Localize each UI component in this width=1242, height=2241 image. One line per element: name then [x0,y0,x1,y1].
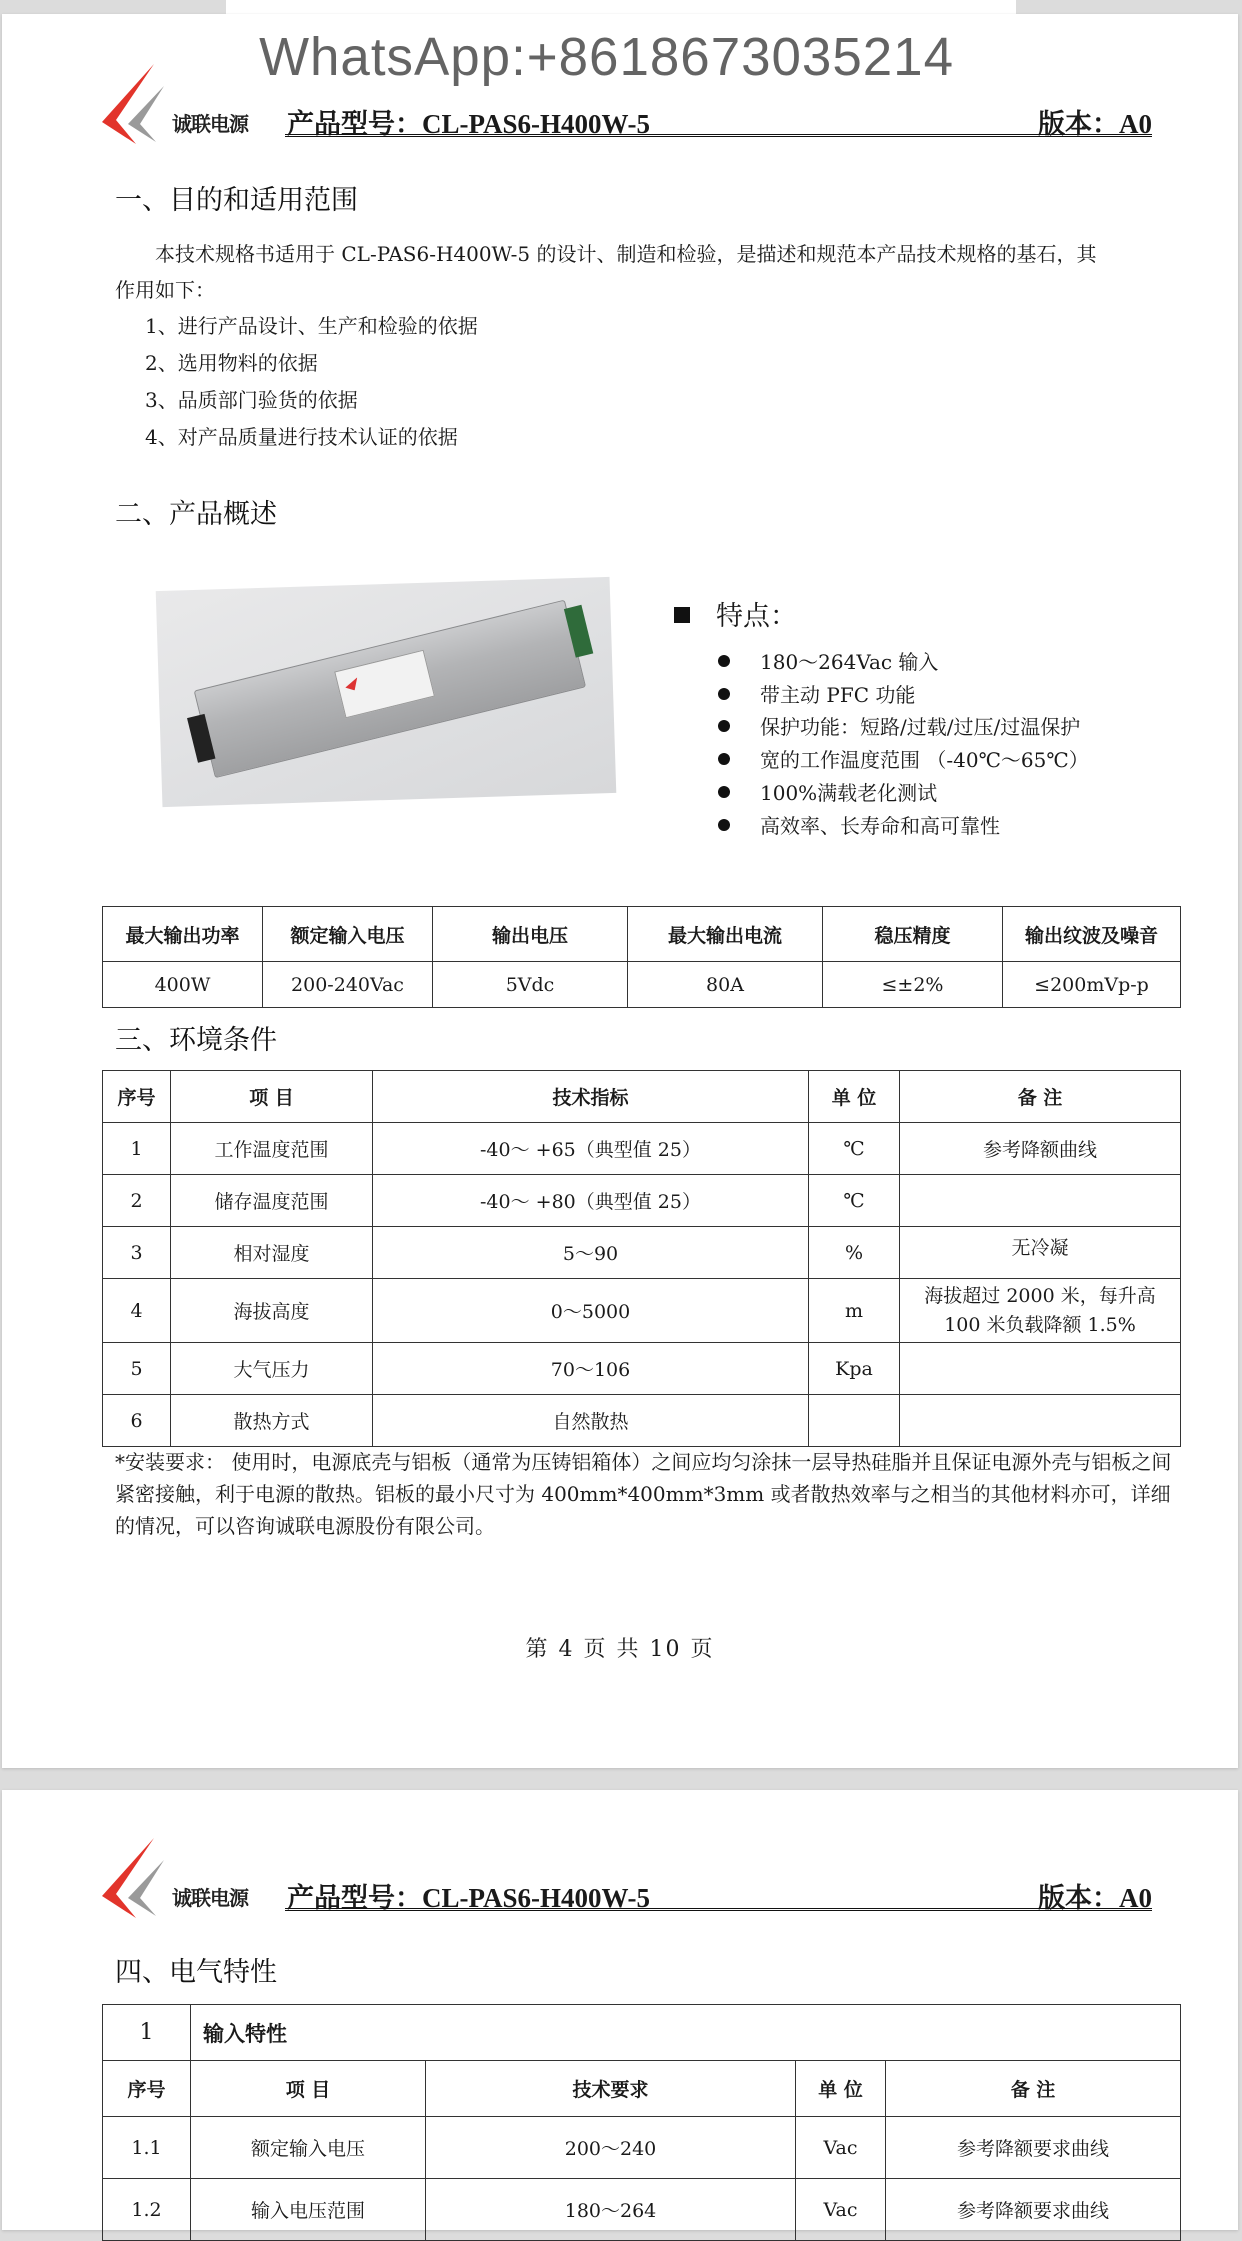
environment-table [102,1070,1181,1447]
power-supply-image [194,600,586,779]
cell-no: 1 [103,1123,171,1175]
table-header-row [103,2061,1181,2117]
cell-remark [900,1395,1181,1447]
cell-spec: -40～ +65（典型值 25） [373,1123,809,1175]
cell-item: 海拔高度 [171,1279,373,1343]
features-title-text: 特点： [716,601,797,632]
intro-paragraph [115,236,1170,272]
table-row [103,962,1181,1008]
cell-unit [809,1395,900,1447]
cell-unit: Vac [796,2179,886,2241]
cell-remark: 参考降额要求曲线 [886,2179,1181,2241]
cell-item: 散热方式 [171,1395,373,1447]
cell-spec: 200～240 [426,2117,796,2179]
table-header: 单 位 [809,1071,900,1123]
table-row [103,1123,1181,1175]
feature-item: 180～264Vac 输入 [718,646,1089,679]
summary-spec-table [102,906,1181,1008]
features-title [674,594,797,633]
cell-remark: 参考降额曲线 [900,1123,1181,1175]
table-cell: ≤200mVp-p [1003,962,1181,1008]
table-header: 技术要求 [426,2061,796,2117]
product-photo [156,577,617,807]
table-header: 输出纹波及噪音 [1003,907,1181,962]
feature-item: 保护功能：短路/过载/过压/过温保护 [718,711,1089,744]
cell-spec: 180～264 [426,2179,796,2241]
cell-item: 工作温度范围 [171,1123,373,1175]
cell-spec: 70～106 [373,1343,809,1395]
table-header: 序号 [103,2061,191,2117]
table-cell: 400W [103,962,263,1008]
cell-spec: 0～5000 [373,1279,809,1343]
document-page-4 [2,14,1238,1768]
intro-paragraph-cont: 作用如下： [115,278,215,302]
table-row [103,1279,1181,1343]
table-header: 额定输入电压 [263,907,433,962]
group-number: 1 [103,2005,191,2061]
watermark: WhatsApp:+8618673035214 [259,27,954,87]
table-header: 最大输出电流 [628,907,823,962]
list-item: 1、进行产品设计、生产和检验的依据 [145,314,478,338]
cell-item: 储存温度范围 [171,1175,373,1227]
features-list [718,646,1089,842]
table-header: 项 目 [171,1071,373,1123]
bullet-icon [718,720,730,732]
version-label: 版本：A0 [1038,1883,1152,1913]
feature-item: 高效率、长寿命和高可靠性 [718,810,1089,843]
cell-spec: -40～ +80（典型值 25） [373,1175,809,1227]
cell-no: 6 [103,1395,171,1447]
installation-note: *安装要求： 使用时，电源底壳与铝板（通常为压铸铝箱体）之间应均匀涂抹一层导热硅脂并且保证电源外壳与铝板之间紧密接触，利于电源的散热。铝板的最小尺寸为 400mm*400mm*3mm 或者散热效率与之相当的其他材料亦可，详细的情况，可以咨询诚联电源股份有限公司。 [115,1450,1172,1538]
cell-no: 1.1 [103,2117,191,2179]
group-title: 输入特性 [191,2005,1181,2061]
section-title-overview: 二、产品概述 [115,499,277,530]
cell-unit: Kpa [809,1343,900,1395]
cell-spec: 自然散热 [373,1395,809,1447]
logo-text: 诚联电源 [172,112,248,136]
list-item: 3、品质部门验货的依据 [145,388,358,412]
table-row [103,2179,1181,2241]
cell-unit: ℃ [809,1175,900,1227]
product-label [334,650,435,719]
list-item: 4、对产品质量进行技术认证的依据 [145,425,458,449]
bullet-icon [718,753,730,765]
bullet-icon [718,786,730,798]
company-logo [102,1838,272,1918]
table-row [103,1175,1181,1227]
cell-remark [900,1175,1181,1227]
cell-no: 5 [103,1343,171,1395]
input-terminal [187,714,215,763]
table-header: 项 目 [191,2061,426,2117]
page-number-footer: 第 4 页 共 10 页 [525,1637,715,1662]
page-header [102,1838,1152,1918]
header-underline [285,134,1152,137]
top-page-edge [226,0,1016,14]
cell-unit: m [809,1279,900,1343]
table-header: 最大输出功率 [103,907,263,962]
logo-chevron-icon [102,64,172,144]
logo-text: 诚联电源 [172,1886,248,1910]
input-characteristics-table [102,2004,1181,2241]
list-item: 2、选用物料的依据 [145,351,318,375]
section-title-environment: 三、环境条件 [115,1025,277,1056]
cell-unit: Vac [796,2117,886,2179]
bullet-icon [718,655,730,667]
header-underline [285,1908,1152,1911]
feature-item: 100%满载老化测试 [718,777,1089,810]
cell-no: 4 [103,1279,171,1343]
cell-unit: ℃ [809,1123,900,1175]
bullet-icon [718,819,730,831]
table-row [103,1343,1181,1395]
cell-remark: 参考降额要求曲线 [886,2117,1181,2179]
cell-remark [900,1343,1181,1395]
feature-item: 带主动 PFC 功能 [718,679,1089,712]
intro-line-1: 本技术规格书适用于 CL-PAS6-H400W-5 的设计、制造和检验，是描述和规范本产品技术规格的基石，其 [155,242,1097,266]
table-header: 技术指标 [373,1071,809,1123]
table-cell: 200-240Vac [263,962,433,1008]
cell-item: 相对湿度 [171,1227,373,1279]
table-header: 稳压精度 [823,907,1003,962]
table-row [103,1395,1181,1447]
cell-item: 大气压力 [171,1343,373,1395]
table-cell: 5Vdc [433,962,628,1008]
scope-list [145,308,478,456]
table-cell: 80A [628,962,823,1008]
cell-item: 输入电压范围 [191,2179,426,2241]
table-group-row [103,2005,1181,2061]
cell-remark: 海拔超过 2000 米，每升高 100 米负载降额 1.5% [900,1279,1181,1343]
company-logo [102,64,272,144]
cell-no: 1.2 [103,2179,191,2241]
section-title-scope: 一、目的和适用范围 [115,185,358,216]
table-header: 备 注 [900,1071,1181,1123]
cell-no: 3 [103,1227,171,1279]
square-bullet-icon [674,607,690,623]
table-header: 序号 [103,1071,171,1123]
table-header-row [103,1071,1181,1123]
cell-no: 2 [103,1175,171,1227]
version-label: 版本：A0 [1038,109,1152,139]
document-page-5 [2,1790,1238,2230]
product-model: 产品型号：CL-PAS6-H400W-5 [287,109,650,139]
table-header: 备 注 [886,2061,1181,2117]
cell-spec: 5～90 [373,1227,809,1279]
section-title-electrical: 四、电气特性 [115,1957,277,1988]
feature-item: 宽的工作温度范围 （-40℃～65℃） [718,744,1089,777]
bullet-icon [718,688,730,700]
table-header: 单 位 [796,2061,886,2117]
cell-remark: 无冷凝 [900,1227,1181,1279]
table-header-row [103,907,1181,962]
cell-item: 额定输入电压 [191,2117,426,2179]
logo-chevron-icon [102,1838,172,1918]
table-header: 输出电压 [433,907,628,962]
cell-unit: % [809,1227,900,1279]
product-model: 产品型号：CL-PAS6-H400W-5 [287,1883,650,1913]
output-terminal [564,605,593,658]
table-cell: ≤±2% [823,962,1003,1008]
table-row [103,1227,1181,1279]
table-row [103,2117,1181,2179]
